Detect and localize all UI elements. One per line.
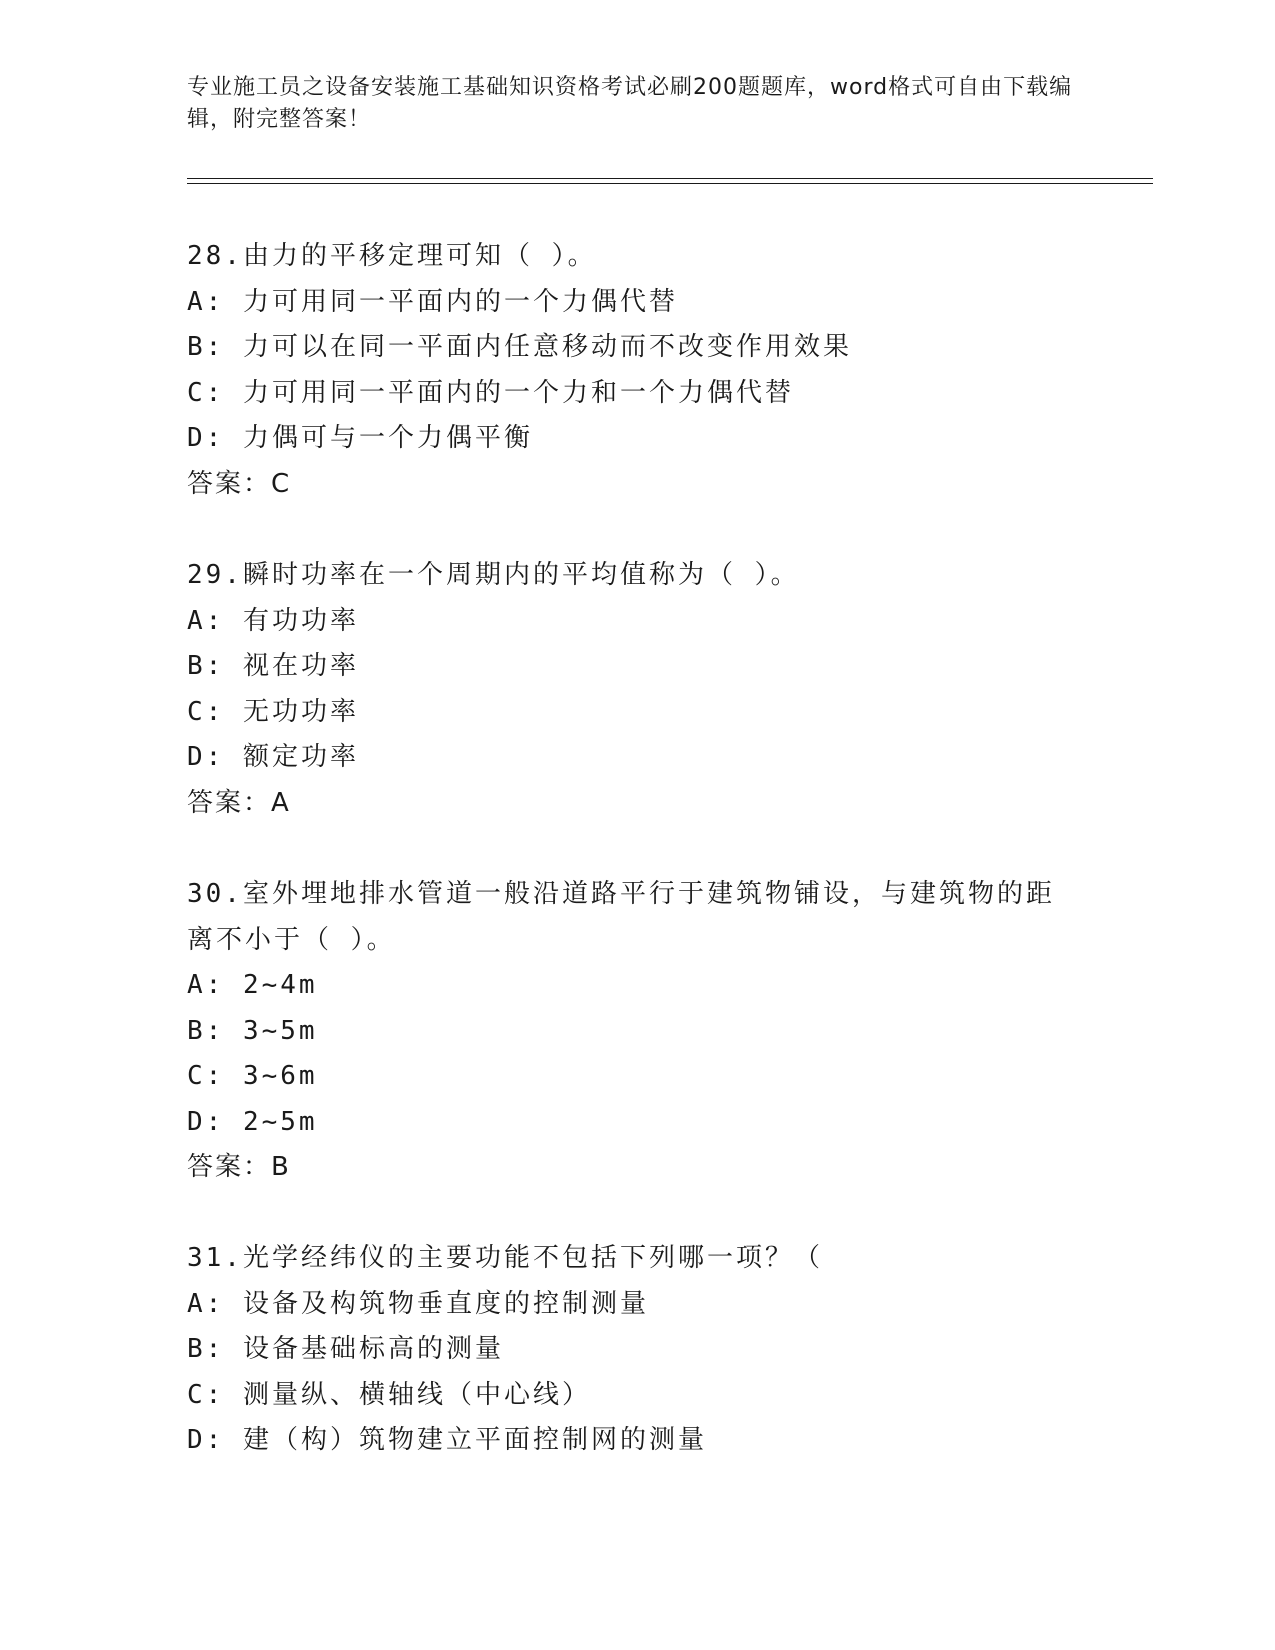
option-c: C: 3~6m <box>187 1061 318 1091</box>
header-rule-top <box>187 178 1153 179</box>
option-a: A: 力可用同一平面内的一个力偶代替 <box>187 286 678 317</box>
question-30 <box>187 872 1087 1191</box>
option-c: C: 力可用同一平面内的一个力和一个力偶代替 <box>187 377 794 408</box>
question-stem: 28.由力的平移定理可知（ ）。 <box>187 241 597 271</box>
answer-label: 答案：C <box>187 468 292 499</box>
option-c: C: 无功功率 <box>187 696 359 727</box>
option-d: D: 2~5m <box>187 1106 318 1137</box>
option-b: B: 设备基础标高的测量 <box>187 1334 504 1364</box>
option-a: A: 有功功率 <box>187 605 359 636</box>
option-a: A: 设备及构筑物垂直度的控制测量 <box>187 1288 649 1319</box>
question-28 <box>187 234 1087 507</box>
option-a: A: 2~4m <box>187 970 318 1000</box>
option-d: D: 建（构）筑物建立平面控制网的测量 <box>187 1425 707 1455</box>
question-29 <box>187 553 1087 826</box>
answer-label: 答案：B <box>187 1152 291 1182</box>
option-d: D: 额定功率 <box>187 742 359 772</box>
question-31 <box>187 1236 1087 1464</box>
question-stem: 31.光学经纬仪的主要功能不包括下列哪一项？（ <box>187 1243 823 1273</box>
option-b: B: 3~5m <box>187 1015 318 1046</box>
option-b: B: 视在功率 <box>187 651 359 681</box>
option-d: D: 力偶可与一个力偶平衡 <box>187 423 533 453</box>
document-header: 专业施工员之设备安装施工基础知识资格考试必刷200题题库，word格式可自由下载编辑，附完整答案！ <box>187 75 1073 132</box>
question-stem: 30.室外埋地排水管道一般沿道路平行于建筑物铺设，与建筑物的距离不小于（ ）。 <box>187 879 1055 955</box>
answer-label: 答案：A <box>187 787 291 818</box>
option-c: C: 测量纵、横轴线（中心线） <box>187 1379 591 1410</box>
option-b: B: 力可以在同一平面内任意移动而不改变作用效果 <box>187 332 852 362</box>
question-stem: 29.瞬时功率在一个周期内的平均值称为（ ）。 <box>187 560 800 590</box>
header-rule-bottom <box>187 183 1153 184</box>
